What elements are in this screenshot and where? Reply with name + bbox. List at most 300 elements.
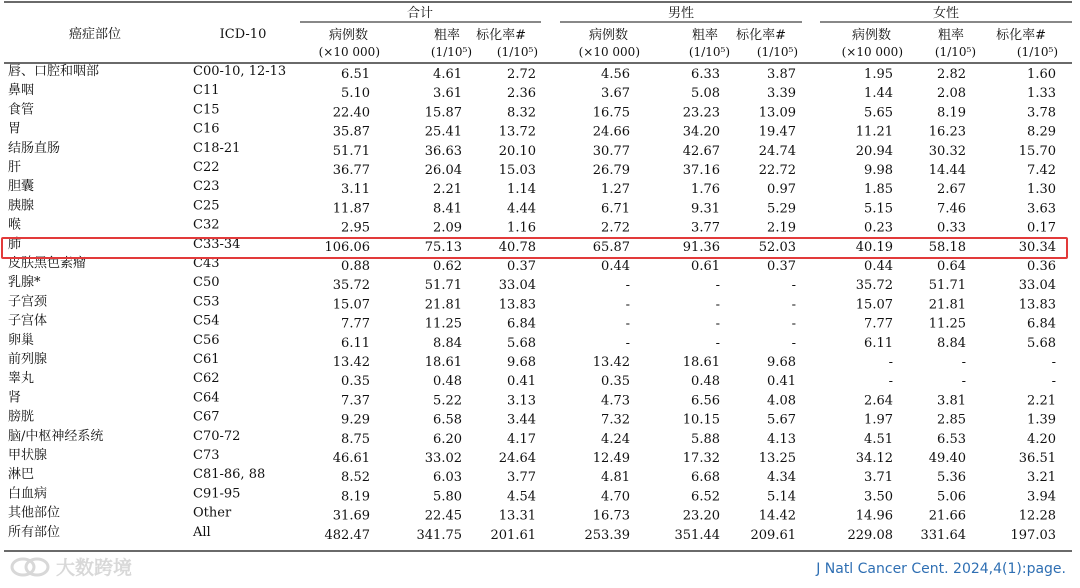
header-sub-label: 标化率# [476, 28, 526, 43]
table-cell: 3.81 [937, 393, 966, 409]
table-cell: - [625, 316, 630, 332]
table-cell: 1.60 [1027, 67, 1056, 82]
header-icd10: ICD-10 [219, 27, 267, 42]
header-group-2: 女性 [932, 6, 960, 21]
row-icd10: C53 [193, 294, 220, 310]
table-cell: 18.61 [424, 355, 462, 370]
table-cell: 11.87 [332, 201, 370, 217]
row-cancer-site: 脑/中枢神经系统 [8, 428, 104, 444]
row-cancer-site: 白血病 [8, 486, 48, 502]
table-cell: 8.41 [433, 201, 462, 217]
header-sub-unit: (×10 000) [578, 45, 640, 59]
table-cell: 5.08 [691, 86, 720, 102]
table-cell: 0.37 [767, 259, 796, 274]
table-cell: 2.08 [937, 86, 966, 102]
table-cell: 0.44 [864, 259, 893, 274]
table-cell: 6.68 [691, 470, 720, 486]
header-sub-unit: (1/10⁵) [756, 45, 798, 59]
table-cell: 4.17 [507, 431, 536, 447]
table-cell: 15.70 [1018, 143, 1056, 159]
table-cell: 4.54 [507, 489, 536, 505]
table-cell: 7.77 [864, 316, 893, 332]
header-sub-label: 标化率# [736, 28, 786, 43]
row-cancer-site: 皮肤黑色素瘤 [8, 256, 87, 271]
table-cell: 3.78 [1027, 105, 1056, 121]
table-cell: 21.81 [928, 297, 966, 313]
table-cell: 1.16 [507, 220, 536, 236]
row-icd10: C22 [193, 160, 220, 175]
table-cell: 4.20 [1027, 431, 1056, 447]
table-cell: 8.84 [937, 335, 966, 351]
table-cell: 5.88 [691, 431, 720, 447]
table-cell: 1.95 [864, 67, 893, 82]
table-cell: 16.73 [592, 508, 630, 524]
table-cell: 2.36 [507, 86, 536, 102]
table-cell: - [715, 335, 720, 351]
table-cell: 5.68 [507, 335, 536, 351]
table-cell: 5.22 [433, 393, 462, 409]
header-sub-unit: (×10 000) [841, 45, 903, 59]
table-cell: 1.14 [507, 182, 536, 198]
header-sub-unit: (1/10⁵) [496, 45, 538, 59]
table-cell: 9.98 [864, 163, 893, 178]
table-cell: 9.31 [691, 201, 720, 217]
row-cancer-site: 子宫体 [8, 313, 48, 329]
table-cell: 26.79 [592, 163, 630, 178]
table-cell: 6.11 [341, 335, 370, 351]
table-cell: 0.62 [433, 259, 462, 274]
table-cell: 51.71 [332, 143, 370, 159]
table-cell: 0.36 [1027, 259, 1056, 274]
table-cell: 1.44 [864, 86, 893, 102]
table-cell: 6.84 [507, 316, 536, 332]
table-cell: - [715, 297, 720, 313]
table-cell: - [791, 335, 796, 351]
row-icd10: All [193, 524, 211, 540]
row-cancer-site: 唇、口腔和咽部 [8, 64, 100, 79]
row-cancer-site: 肺 [8, 236, 22, 252]
table-cell: 2.82 [937, 67, 966, 82]
table-cell: 10.15 [682, 412, 720, 428]
row-cancer-site: 胆囊 [8, 179, 35, 195]
table-cell: 253.39 [584, 527, 630, 543]
table-cell: 5.29 [767, 201, 796, 217]
table-cell: 23.23 [682, 105, 720, 121]
table-cell: 17.32 [682, 451, 720, 466]
table-cell: 33.04 [498, 278, 536, 294]
table-cell: 3.21 [1027, 470, 1056, 486]
header-sub-label: 粗率 [433, 28, 460, 43]
table-cell: 46.61 [332, 451, 370, 466]
table-cell: 22.72 [758, 163, 796, 178]
table-cell: 482.47 [324, 527, 370, 543]
row-cancer-site: 其他部位 [8, 505, 61, 521]
table-cell: 1.76 [691, 182, 720, 198]
table-cell: 6.20 [433, 431, 462, 447]
table-cell: 20.94 [855, 143, 893, 159]
table-cell: 14.44 [928, 163, 966, 178]
table-cell: 8.19 [937, 105, 966, 121]
table-cell: 35.72 [332, 278, 370, 294]
table-cell: 209.61 [750, 527, 796, 543]
table-cell: 4.34 [767, 470, 796, 486]
table-cell: 34.12 [855, 451, 893, 466]
table-cell: 9.68 [767, 355, 796, 370]
table-cell: 14.42 [758, 508, 796, 524]
citation: J Natl Cancer Cent. 2024,4(1):page. [816, 561, 1066, 577]
table-cell: 0.41 [507, 374, 536, 390]
table-cell: 13.83 [498, 297, 536, 313]
row-icd10: C33-34 [193, 236, 241, 252]
table-cell: 37.16 [682, 163, 720, 178]
table-cell: 22.45 [424, 508, 462, 524]
table-cell: 42.67 [682, 143, 720, 159]
table-cell: 4.73 [601, 393, 630, 409]
table-cell: 13.42 [592, 355, 630, 370]
row-icd10: C70-72 [193, 428, 241, 444]
table-cell: 36.77 [332, 163, 370, 178]
table-cell: 4.44 [507, 201, 536, 217]
table-cell: 35.72 [855, 278, 893, 294]
table-cell: 23.20 [682, 508, 720, 524]
table-cell: 3.71 [864, 470, 893, 486]
table-cell: 7.42 [1027, 163, 1056, 178]
table-cell: 8.75 [341, 431, 370, 447]
watermark-logo-icon [8, 554, 52, 580]
table-cell: 4.56 [601, 67, 630, 82]
header-cancer-site: 癌症部位 [68, 27, 122, 42]
header-sub-unit: (1/10⁵) [430, 45, 472, 59]
table-cell: 3.11 [341, 182, 370, 198]
table-cell: 0.88 [341, 259, 370, 274]
header-sub-label: 粗率 [937, 28, 964, 43]
table-cell: - [715, 278, 720, 294]
table-cell: 0.35 [341, 374, 370, 390]
row-cancer-site: 胃 [8, 121, 22, 137]
table-cell: 13.25 [758, 451, 796, 466]
row-cancer-site: 睾丸 [8, 371, 35, 387]
table-cell: 5.67 [767, 412, 796, 428]
table-cell: 3.94 [1027, 489, 1056, 505]
table-cell: 1.33 [1027, 86, 1056, 102]
table-cell: - [625, 278, 630, 294]
table-cell: 8.29 [1027, 124, 1056, 140]
table-cell: 5.15 [864, 201, 893, 217]
table-cell: 5.14 [767, 489, 796, 505]
table-cell: 52.03 [758, 239, 796, 255]
table-cell: 13.72 [498, 124, 536, 140]
row-cancer-site: 胰腺 [8, 198, 35, 214]
table-cell: 4.08 [767, 393, 796, 409]
header-sub-label: 病例数 [851, 28, 891, 43]
table-cell: - [715, 316, 720, 332]
table-cell: 13.09 [758, 105, 796, 121]
table-cell: 3.13 [507, 393, 536, 409]
table-cell: 2.21 [1027, 393, 1056, 409]
table-cell: 3.44 [507, 412, 536, 428]
header-group-1: 男性 [667, 6, 695, 21]
table-cell: 106.06 [324, 239, 370, 255]
table-cell: 5.68 [1027, 335, 1056, 351]
table-cell: 4.24 [601, 431, 630, 447]
row-cancer-site: 乳腺* [8, 275, 41, 291]
table-cell: 33.02 [424, 451, 462, 466]
table-cell: 6.51 [341, 67, 370, 82]
table-cell: 21.66 [928, 508, 966, 524]
table-cell: 4.61 [433, 67, 462, 82]
table-cell: 341.75 [416, 527, 462, 543]
row-cancer-site: 淋巴 [8, 467, 35, 483]
table-cell: 8.32 [507, 105, 536, 121]
table-cell: 22.40 [332, 105, 370, 121]
table-cell: - [1051, 374, 1056, 390]
row-icd10: C18-21 [193, 140, 241, 156]
row-cancer-site: 甲状腺 [8, 448, 48, 463]
table-cell: 58.18 [928, 239, 966, 255]
row-icd10: C43 [193, 256, 220, 271]
header-group-0: 合计 [406, 6, 434, 21]
row-icd10: C56 [193, 332, 220, 348]
table-cell: 1.39 [1027, 412, 1056, 428]
table-cell: 51.71 [424, 278, 462, 294]
table-cell: 49.40 [928, 451, 966, 466]
table-cell: 30.34 [1018, 239, 1056, 255]
table-cell: 2.85 [937, 412, 966, 428]
table-cell: 0.48 [433, 374, 462, 390]
row-cancer-site: 卵巢 [8, 332, 35, 348]
table-cell: 8.52 [341, 470, 370, 486]
table-cell: 0.61 [691, 259, 720, 274]
table-cell: 8.19 [341, 489, 370, 505]
table-cell: 0.37 [507, 259, 536, 274]
table-cell: 13.31 [498, 508, 536, 524]
table-cell: 3.39 [767, 86, 796, 102]
table-cell: 24.64 [498, 451, 536, 466]
row-icd10: C11 [193, 83, 220, 99]
table-cell: - [791, 297, 796, 313]
table-cell: - [625, 335, 630, 351]
table-cell: - [888, 355, 893, 370]
table-cell: 3.77 [507, 470, 536, 486]
table-cell: 229.08 [847, 527, 893, 543]
table-cell: 7.37 [341, 393, 370, 409]
table-cell: 36.51 [1018, 451, 1056, 466]
table-cell: - [625, 297, 630, 313]
row-icd10: C25 [193, 198, 220, 214]
watermark-text: 大数跨境 [56, 557, 133, 579]
table-cell: 75.13 [424, 239, 462, 255]
table-cell: 6.33 [691, 67, 720, 82]
row-icd10: C50 [193, 275, 220, 291]
table-cell: 33.04 [1018, 278, 1056, 294]
table-cell: 7.77 [341, 316, 370, 332]
table-cell: 7.32 [601, 412, 630, 428]
table-cell: 1.30 [1027, 182, 1056, 198]
table-cell: 30.32 [928, 143, 966, 159]
table-cell: 13.42 [332, 355, 370, 370]
row-icd10: C23 [193, 179, 220, 195]
table-cell: - [888, 374, 893, 390]
table-cell: 15.07 [332, 297, 370, 313]
row-cancer-site: 子宫颈 [8, 294, 48, 310]
table-cell: 16.75 [592, 105, 630, 121]
row-cancer-site: 所有部位 [8, 524, 61, 540]
table-cell: 351.44 [674, 527, 720, 543]
row-icd10: C32 [193, 217, 220, 233]
table-cell: 24.66 [592, 124, 630, 140]
table-cell: 2.67 [937, 182, 966, 198]
table-cell: 0.41 [767, 374, 796, 390]
table-cell: 11.25 [424, 316, 462, 332]
row-icd10: Other [193, 505, 232, 521]
table-cell: 25.41 [424, 124, 462, 140]
row-icd10: C62 [193, 371, 220, 387]
header-sub-label: 标化率# [996, 28, 1046, 43]
table-cell: 26.04 [424, 163, 462, 178]
table-cell: 3.50 [864, 489, 893, 505]
highlight-box [1, 237, 1068, 259]
table-cell: 0.48 [691, 374, 720, 390]
row-icd10: C73 [193, 448, 220, 463]
row-icd10: C91-95 [193, 486, 241, 502]
table-cell: 30.77 [592, 143, 630, 159]
row-cancer-site: 前列腺 [8, 352, 48, 367]
table-cell: 201.61 [490, 527, 536, 543]
table-cell: 91.36 [682, 239, 720, 255]
table-cell: 3.77 [691, 220, 720, 236]
watermark [8, 553, 132, 580]
table-cell: 24.74 [758, 143, 796, 159]
table-cell: 15.07 [855, 297, 893, 313]
table-cell: 0.44 [601, 259, 630, 274]
header-sub-unit: (1/10⁵) [934, 45, 976, 59]
table-cell: 5.10 [341, 86, 370, 102]
table-cell: 4.81 [601, 470, 630, 486]
header-sub-unit: (1/10⁵) [1016, 45, 1058, 59]
row-cancer-site: 食管 [8, 102, 35, 118]
row-cancer-site: 结肠直肠 [8, 140, 61, 156]
table-cell: 4.13 [767, 431, 796, 447]
header-sub-unit: (1/10⁵) [688, 45, 730, 59]
table-cell: 2.72 [507, 67, 536, 82]
table-cell: 12.49 [592, 451, 630, 466]
table-cell: 65.87 [592, 239, 630, 255]
table-cell: - [961, 355, 966, 370]
table-cell: 20.10 [498, 143, 536, 159]
header-sub-label: 病例数 [588, 28, 628, 43]
table-cell: 3.61 [433, 86, 462, 102]
row-icd10: C00-10, 12-13 [193, 64, 287, 79]
table-cell: - [1051, 355, 1056, 370]
table-cell: - [791, 316, 796, 332]
row-cancer-site: 肾 [8, 390, 22, 406]
table-cell: 51.71 [928, 278, 966, 294]
table-cell: 0.33 [937, 220, 966, 236]
row-cancer-site: 肝 [8, 160, 22, 175]
row-icd10: C81-86, 88 [193, 467, 266, 483]
table-cell: 6.56 [691, 393, 720, 409]
row-icd10: C54 [193, 313, 220, 329]
table-cell: 6.58 [433, 412, 462, 428]
row-cancer-site: 喉 [8, 217, 22, 233]
table-cell: 36.63 [424, 143, 462, 159]
table-cell: 0.97 [767, 182, 796, 198]
table-cell: 1.97 [864, 412, 893, 428]
table-cell: 0.17 [1027, 220, 1056, 236]
table-cell: 35.87 [332, 124, 370, 140]
table-cell: 3.63 [1027, 201, 1056, 217]
table-cell: 11.21 [855, 124, 893, 140]
table-cell: 4.70 [601, 489, 630, 505]
table-cell: - [961, 374, 966, 390]
row-icd10: C15 [193, 102, 220, 118]
table-cell: 5.80 [433, 489, 462, 505]
table-cell: 2.21 [433, 182, 462, 198]
table-cell: 2.72 [601, 220, 630, 236]
table-cell: 0.35 [601, 374, 630, 390]
table-cell: 21.81 [424, 297, 462, 313]
row-cancer-site: 膀胱 [8, 409, 35, 425]
table-cell: 13.83 [1018, 297, 1056, 313]
table-cell: 40.19 [855, 239, 893, 255]
table-cell: 2.09 [433, 220, 462, 236]
table-cell: 11.25 [928, 316, 966, 332]
table-cell: 18.61 [682, 355, 720, 370]
table-cell: 5.65 [864, 105, 893, 121]
header-sub-unit: (×10 000) [318, 45, 380, 59]
table-cell: 1.27 [601, 182, 630, 198]
table-cell: 9.68 [507, 355, 536, 370]
table-cell: 15.87 [424, 105, 462, 121]
table-cell: 5.06 [937, 489, 966, 505]
table-cell: 8.84 [433, 335, 462, 351]
table-cell: 0.64 [937, 259, 966, 274]
table-cell: 6.52 [691, 489, 720, 505]
table-cell: 4.51 [864, 431, 893, 447]
row-icd10: C64 [193, 390, 220, 406]
table-cell: - [791, 278, 796, 294]
table-cell: 5.36 [937, 470, 966, 486]
table-cell: 3.67 [601, 86, 630, 102]
table-cell: 6.11 [864, 335, 893, 351]
table-cell: 31.69 [332, 508, 370, 524]
row-icd10: C16 [193, 121, 220, 137]
table-cell: 2.19 [767, 220, 796, 236]
table-cell: 1.85 [864, 182, 893, 198]
table-cell: 19.47 [758, 124, 796, 140]
row-icd10: C67 [193, 409, 220, 425]
header-sub-label: 病例数 [328, 28, 368, 43]
table-cell: 16.23 [928, 124, 966, 140]
table-cell: 197.03 [1010, 527, 1056, 543]
table-cell: 15.03 [498, 163, 536, 178]
table-cell: 40.78 [498, 239, 536, 255]
table-cell: 3.87 [767, 67, 796, 82]
table-cell: 9.29 [341, 412, 370, 428]
table-cell: 2.95 [341, 220, 370, 236]
table-cell: 12.28 [1018, 508, 1056, 524]
row-icd10: C61 [193, 352, 220, 367]
table-cell: 6.03 [433, 470, 462, 486]
table-cell: 331.64 [920, 527, 966, 543]
table-cell: 2.64 [864, 393, 893, 409]
table-cell: 6.53 [937, 431, 966, 447]
table-cell: 0.23 [864, 220, 893, 236]
table-cell: 6.84 [1027, 316, 1056, 332]
table-cell: 34.20 [682, 124, 720, 140]
row-cancer-site: 鼻咽 [8, 83, 35, 99]
table-cell: 14.96 [855, 508, 893, 524]
